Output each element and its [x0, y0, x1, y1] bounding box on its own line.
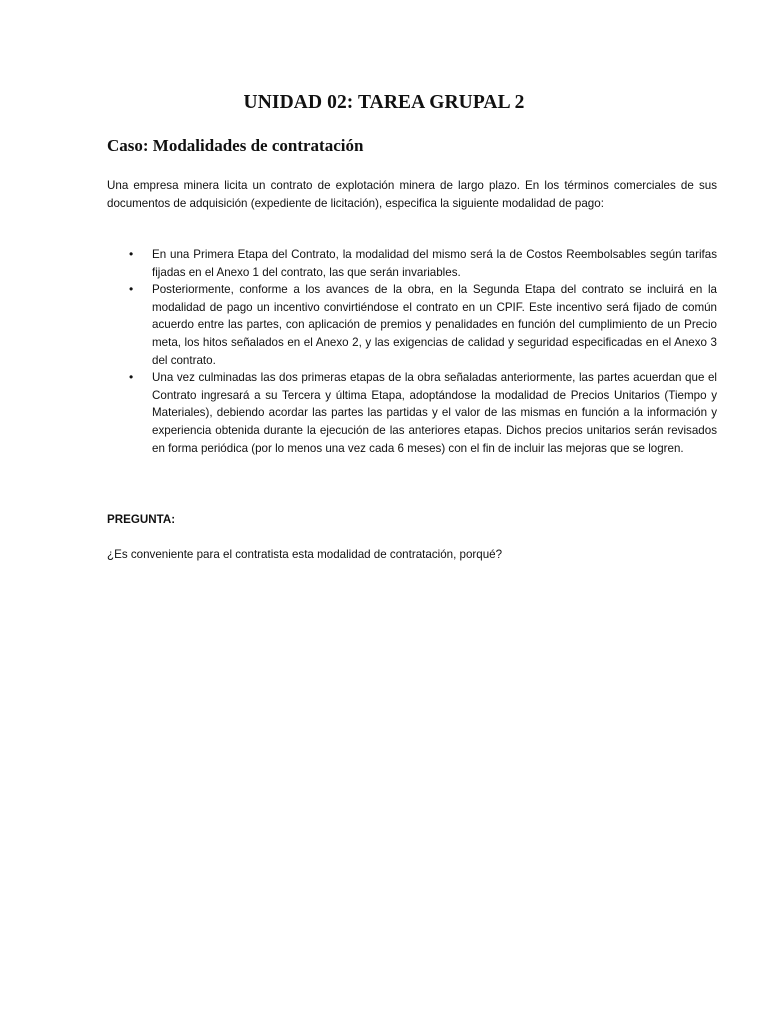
- question-text: ¿Es conveniente para el contratista esta modalidad de contratación, porqué?: [107, 548, 503, 561]
- list-item-text: Posteriormente, conforme a los avances de la obra, en la Segunda Etapa del contrato se incluirá en la modalidad de pago un incentivo convirtiéndose el contrato en un CPIF. Este incentivo será fijado de común acuerdo entre las partes, con aplicación de premios y penalidades en función del cumplimiento de un Precio meta, los hitos señalados en el Anexo 2, y las exigencias de calidad y seguridad especificadas en el Anexo 3 del contrato.: [152, 283, 717, 367]
- question-label: PREGUNTA:: [107, 513, 176, 526]
- list-item: [107, 246, 717, 281]
- list-item-text: En una Primera Etapa del Contrato, la modalidad del mismo será la de Costos Reembolsables según tarifas fijadas en el Anexo 1 del contrato, las que serán invariables.: [152, 248, 717, 279]
- bullet-icon: •: [129, 282, 134, 297]
- bullet-icon: •: [129, 370, 134, 385]
- case-subtitle: Caso: Modalidades de contratación: [107, 136, 364, 155]
- list-item: [107, 281, 717, 369]
- intro-paragraph: Una empresa minera licita un contrato de explotación minera de largo plazo. En los términos comerciales de sus documentos de adquisición (expediente de licitación), especifica la siguiente modalidad de pago:: [107, 179, 717, 210]
- document-title: UNIDAD 02: TAREA GRUPAL 2: [243, 92, 525, 113]
- bullet-icon: •: [129, 247, 134, 261]
- list-item: [107, 369, 717, 457]
- list-item-text: Una vez culminadas las dos primeras etapas de la obra señaladas anteriormente, las partes acuerdan que el Contrato ingresará a su Tercera y última Etapa, adoptándose la modalidad de Precios Unitarios (Tiempo y Materiales), debiendo acordar las partes las partidas y el valor de las mismas en función a la información y experiencia obtenida durante la ejecución de las anteriores etapas. Dichos precios unitarios serán revisados en forma periódica (por lo menos una vez cada 6 meses) con el fin de incluir las mejoras que se logren.: [152, 371, 717, 455]
- payment-stages-list: [107, 246, 717, 457]
